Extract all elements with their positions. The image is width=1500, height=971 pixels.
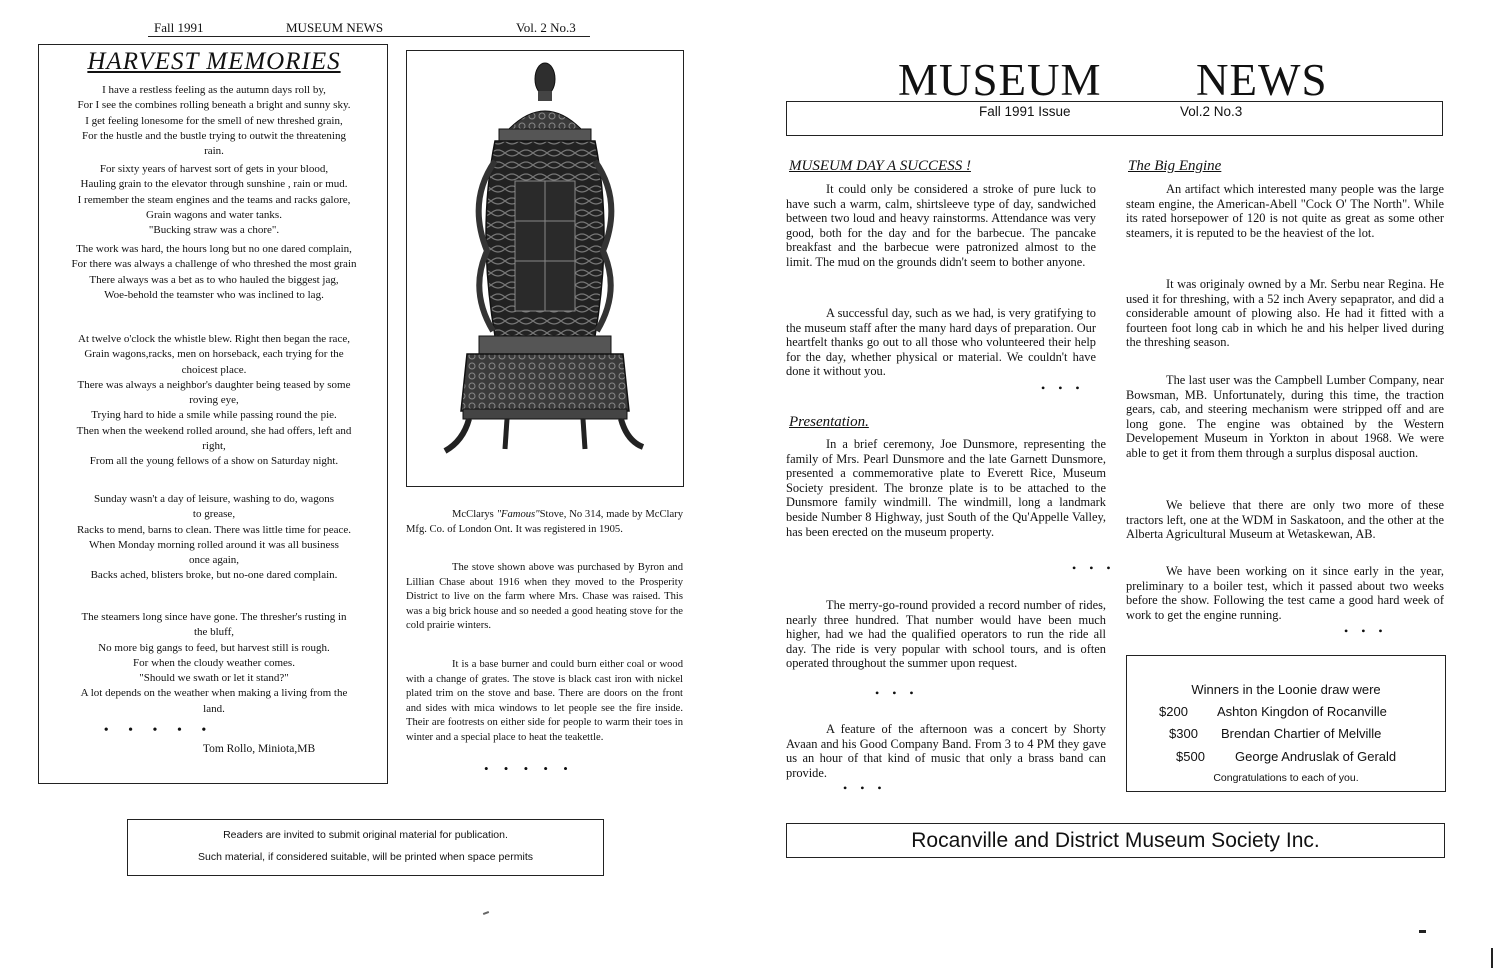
presentation-end-dots-3: • • • <box>843 781 887 795</box>
readers-line-2: Such material, if considered suitable, will be printed when space permits <box>197 851 533 863</box>
presentation-end-dots-1: • • • <box>1072 561 1116 575</box>
poem-line: Hauling grain to the elevator through sunshine , rain or mud. <box>80 178 348 191</box>
presentation-paragraph-2: The merry-go-round provided a record number of rides, nearly three hundred. That number would have been much higher, had we had the qualified operators to run the ride all day. The ride is very popular with school tours, and is often operated throughout the summer upon request. <box>786 598 1106 671</box>
poem-box <box>38 44 388 784</box>
issue-volume: Vol.2 No.3 <box>1180 104 1243 119</box>
museum-day-paragraph-1: It could only be considered a stroke of pure luck to have such a warm, calm, shirtsleeve type of day, sandwiched between two loud and heavy rainstorms. Attendance was very good, both for the day and for the barbecue. The pancake breakfast and the barbecue were patronized almost to the limit. The mud on the grounds didn't seem to bother anyone. <box>786 182 1096 269</box>
poem-stanza-1 <box>39 83 389 159</box>
stove-paragraph-1: The stove shown above was purchased by Byron and Lillian Chase about 1916 when they moved to the Prosperity District to live on the farm where Mrs. Chase was raised. This was a big brick house and so needed a good heating stove for the cold prairie winters. <box>406 562 683 632</box>
poem-line: I get feeling lonesome for the smell of new threshed grain, <box>85 114 343 127</box>
presentation-heading: Presentation. <box>789 414 869 430</box>
winners-box <box>1126 655 1446 792</box>
scan-edge-mark <box>1491 948 1493 968</box>
poem-line: When Monday morning rolled around it was all business <box>89 538 339 551</box>
poem-line: The work was hard, the hours long but no one dared complain, <box>76 243 352 255</box>
poem-line: choicest place. <box>181 363 247 376</box>
big-engine-paragraph-3: The last user was the Campbell Lumber Company, near Bowsman, MB. Unfortunately, during this time, the traction gears, cab, and steering mechanism were stripped off and are long gone. The engine was obtained by the Western Developement Museum in Yorkton in about 1968. We were able to get it from them through a surplus disposal auction. <box>1126 373 1444 460</box>
masthead-word-museum: MUSEUM <box>898 55 1102 105</box>
winner-amount: $300 <box>1169 726 1198 741</box>
poem-line: once again, <box>188 554 240 567</box>
poem-line: There was always a neighbor's daughter being teased by some <box>77 378 351 391</box>
poem-line: Woe-behold the teamster who was inclined to lag. <box>104 288 324 301</box>
winner-name: Ashton Kingdon of Rocanville <box>1217 704 1387 719</box>
readers-note <box>127 819 604 876</box>
poem-stanza-4 <box>39 332 389 470</box>
big-engine-paragraph-1: An artifact which interested many people was the large steam engine, the American-Abell "Cock O' The North". While its rated horsepower of 120 is not quite as great as some other steamers, it is reputed to be the heaviest of the lot. <box>1126 182 1444 240</box>
scan-speck <box>483 911 489 915</box>
poem-line: the bluff, <box>193 626 235 639</box>
presentation-paragraph-1: In a brief ceremony, Joe Dunsmore, representing the family of Mrs. Pearl Dunsmore and the late Garnett Dunsmore, presented a commemorative plate to Everett Rice, Museum Society president. The bronze plate is to be attached to the Dunsmore family windmill. The windmill, long a landmark beside Number 8 Highway, just South of the Qu'Appelle Valley, has been erected on the museum property. <box>786 437 1106 539</box>
poem-line: to grease, <box>192 508 236 521</box>
poem-stanza-3 <box>39 242 389 303</box>
poem-line: Racks to mend, barns to clean. There was little time for peace. <box>76 523 352 536</box>
poem-line: Then when the weekend rolled around, she had offers, left and <box>76 424 352 437</box>
poem-line: "Bucking straw was a chore". <box>148 224 280 237</box>
winner-name: Brendan Chartier of Melville <box>1221 726 1382 741</box>
poem-line: rain. <box>204 145 224 158</box>
left-page-header <box>148 20 590 37</box>
caption-text: Stove, No 314, made by McClary Mfg. Co. of London Ont. It was registered in 1905. <box>406 509 684 535</box>
poem-line: There always was a bet as to who hauled the biggest jag, <box>89 273 339 286</box>
winners-title: Winners in the Loonie draw were <box>1191 682 1381 697</box>
winner-amount: $200 <box>1159 704 1188 719</box>
big-engine-paragraph-2: It was originaly owned by a Mr. Serbu near Regina. He used it for threshing, with a 52 inch Avery sepaprator, and did a considerable amount of plowing also. He had it fitted with a fourteen foot long cab in which he and his helper lived during the threshing season. <box>1126 277 1444 350</box>
society-footer: Rocanville and District Museum Society Inc. <box>786 823 1445 858</box>
header-volume: Vol. 2 No.3 <box>516 20 576 35</box>
big-engine-end-dots: • • • <box>1344 624 1388 638</box>
caption-famous: "Famous" <box>496 509 540 520</box>
winners-congrats: Congratulations to each of you. <box>1213 772 1359 784</box>
poem-line: I have a restless feeling as the autumn days roll by, <box>102 84 326 96</box>
museum-day-paragraph-2: A successful day, such as we had, is very gratifying to the museum staff after the many hard days of preparation. Our heartfelt thanks go out to all those who volunteered their help for the day, whether physical or material. We couldn't have done it without you. <box>786 306 1096 379</box>
poem-line: For when the cloudy weather comes. <box>133 656 295 669</box>
winner-amount: $500 <box>1176 749 1205 764</box>
header-date: Fall 1991 <box>154 20 204 35</box>
poem-line: Grain wagons,racks, men on horseback, each trying for the <box>84 348 344 361</box>
caption-text: McClarys <box>452 509 497 520</box>
museum-day-end-dots: • • • <box>1041 381 1085 395</box>
big-engine-paragraph-4: We believe that there are only two more of these tractors left, one at the WDM in Saskatoon, and the other at the Alberta Agricultural Museum at Wetaskewan, AB. <box>1126 498 1444 542</box>
scan-speck <box>1419 930 1426 933</box>
stove-paragraph-2: It is a base burner and could burn either coal or wood with a change of grates. The stove is black cast iron with nickel plated trim on the stove and base. There are doors on the front and sides with mica windows to let people see the fire inside. Their are footrests on either side for people to warm their toes in winter and a special place to heat the teakettle. <box>406 659 683 743</box>
stove-end-dots: • • • • • <box>484 761 574 776</box>
poem-end-dots: • • • • • <box>103 723 215 738</box>
big-engine-heading: The Big Engine <box>1128 158 1222 174</box>
poem-line: Backs ached, blisters broke, but no-one dared complain. <box>90 569 338 582</box>
poem-line: Grain wagons and water tanks. <box>146 208 282 221</box>
readers-line-1: Readers are invited to submit original material for publication. <box>223 829 508 841</box>
poem-line: The steamers long since have gone. The thresher's rusting in <box>81 611 347 623</box>
poem-line: right, <box>202 440 226 453</box>
poem-stanza-2 <box>39 162 389 238</box>
poem-line: "Should we swath or let it stand?" <box>139 672 289 685</box>
issue-box <box>786 101 1443 136</box>
issue-label: Fall 1991 Issue <box>979 104 1071 119</box>
masthead-word-news: NEWS <box>1196 55 1328 105</box>
poem-stanza-5 <box>39 492 389 584</box>
poem-line: From all the young fellows of a show on Saturday night. <box>89 455 339 468</box>
poem-title: HARVEST MEMORIES <box>87 48 341 75</box>
poem-line: I remember the steam engines and the teams and racks galore, <box>77 193 351 206</box>
poem-line: land. <box>203 702 225 715</box>
poem-line: Sunday wasn't a day of leisure, washing to do, wagons <box>94 493 334 505</box>
stove-illustration <box>407 51 683 486</box>
poem-line: No more big gangs to feed, but harvest still is rough. <box>98 641 330 654</box>
poem-author: Tom Rollo, Miniota,MB <box>202 743 316 755</box>
presentation-end-dots-2: • • • <box>875 686 919 700</box>
stove-photo <box>406 50 684 487</box>
header-title: MUSEUM NEWS <box>286 20 384 35</box>
winner-name: George Andruslak of Gerald <box>1235 749 1397 764</box>
poem-stanza-6 <box>39 610 389 717</box>
poem-line: At twelve o'clock the whistle blew. Right then began the race, <box>78 333 350 345</box>
poem-line: roving eye, <box>189 394 239 407</box>
museum-day-heading: MUSEUM DAY A SUCCESS ! <box>789 158 971 174</box>
poem-line: Trying hard to hide a smile while passing round the pie. <box>91 409 337 422</box>
poem-line: A lot depends on the weather when making a living from the <box>80 687 348 700</box>
poem-line: For I see the combines rolling beneath a bright and sunny sky. <box>77 99 351 112</box>
poem-line: For there was always a challenge of who threshed the most grain <box>71 258 357 271</box>
presentation-paragraph-3: A feature of the afternoon was a concert by Shorty Avaan and his Good Company Band. From 3 to 4 PM they gave us an hour of that kind of music that only a brass band can provide. <box>786 722 1106 780</box>
poem-line: For the hustle and the bustle trying to outwit the threatening <box>82 129 346 142</box>
poem-line: For sixty years of harvest sort of gets in your blood, <box>99 163 329 175</box>
stove-caption <box>406 508 683 537</box>
big-engine-paragraph-5: We have been working on it since early in the year, preliminary to a boiler test, which it passed about two weeks before the show. Following the test came a good hard week of work to get the engine running. <box>1126 564 1444 622</box>
